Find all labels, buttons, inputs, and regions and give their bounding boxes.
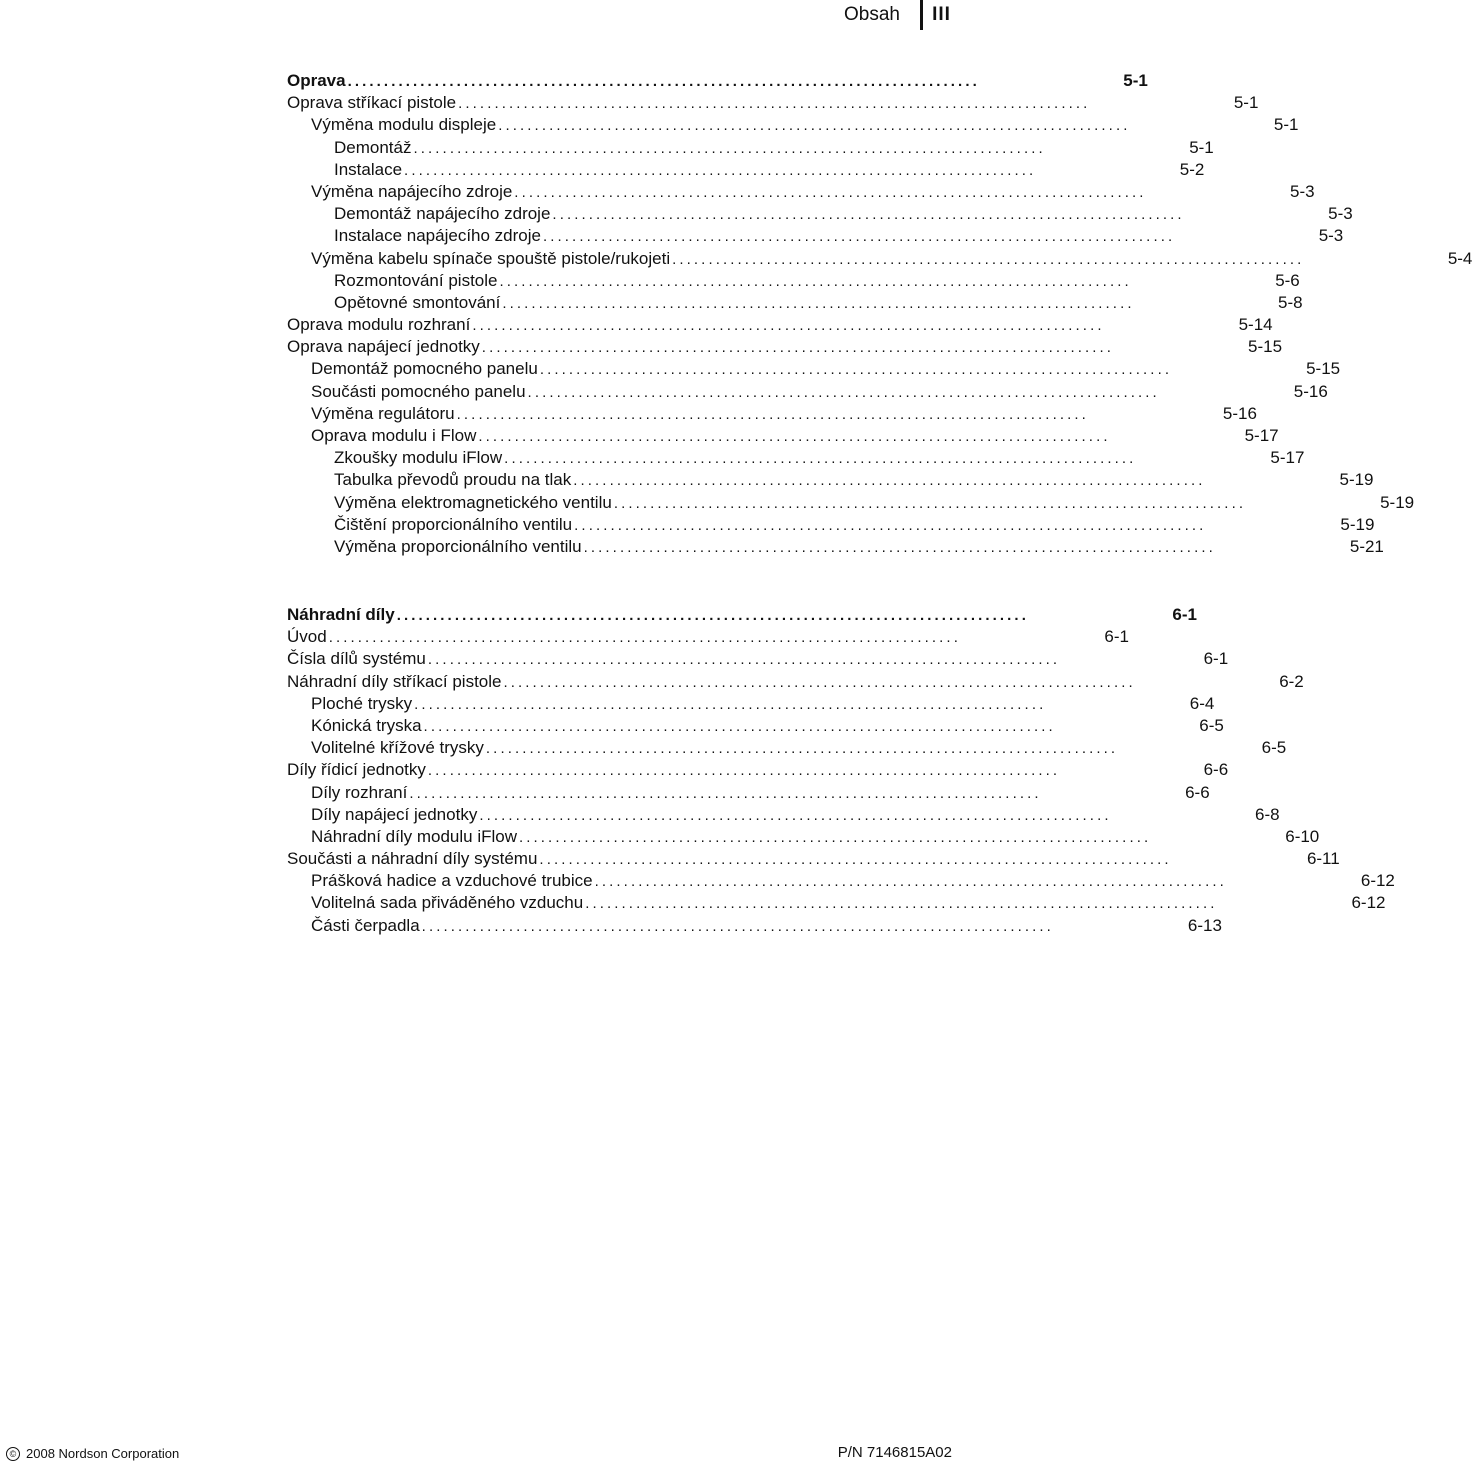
dot-leader: ....................................................................................... xyxy=(499,272,1132,290)
toc-entry[interactable] xyxy=(287,248,1472,270)
toc-entry-page: 6-1 xyxy=(1172,605,1197,624)
toc-entry-label: Výměna proporcionálního ventilu xyxy=(334,536,582,556)
dot-leader: ....................................................................................... xyxy=(427,651,1061,669)
toc-entry-page: 5-19 xyxy=(1380,492,1415,512)
toc-entry-page: 6-11 xyxy=(1306,849,1340,869)
toc-entry-page: 5-3 xyxy=(1290,181,1315,201)
toc-entry-page: 6-10 xyxy=(1285,826,1320,846)
toc-entry-page: 5-3 xyxy=(1328,204,1353,224)
toc-entry[interactable] xyxy=(287,203,1353,225)
toc-entry-page: 6-12 xyxy=(1351,893,1386,913)
toc-entry-label: Oprava modulu i Flow xyxy=(311,426,477,445)
toc-entry-label: Náhradní díly modulu iFlow xyxy=(311,826,517,846)
toc-entry-page: 5-3 xyxy=(1318,226,1344,246)
dot-leader: ....................................................................................... xyxy=(514,183,1147,201)
dot-leader: ....................................................................................... xyxy=(539,851,1172,869)
toc-entry[interactable] xyxy=(287,715,1224,737)
toc-entry[interactable] xyxy=(287,759,1229,781)
dot-leader: ....................................................................................... xyxy=(396,607,1029,624)
dot-leader: ....................................................................................... xyxy=(539,361,1173,379)
toc-entry[interactable] xyxy=(287,604,1197,626)
toc-entry-label: Prášková hadice a vzduchové trubice xyxy=(311,871,593,891)
toc-entry-page: 5-16 xyxy=(1222,403,1257,423)
toc-entry-label: Volitelné křížové trysky xyxy=(311,738,484,758)
toc-entry-label: Zkoušky modulu iFlow xyxy=(334,448,503,468)
toc-entry-page: 6-5 xyxy=(1199,715,1224,735)
dot-leader: ....................................................................................... xyxy=(585,895,1218,913)
dot-leader: ....................................................................................... xyxy=(423,717,1056,735)
toc-entry-label: Výměna regulátoru xyxy=(311,403,455,423)
toc-entry[interactable] xyxy=(287,671,1304,693)
dot-leader: ....................................................................................... xyxy=(456,405,1089,423)
toc-entry-label: Oprava modulu rozhraní xyxy=(287,315,471,335)
toc-entry[interactable] xyxy=(287,114,1299,136)
dot-leader: ....................................................................................... xyxy=(583,538,1216,556)
toc-entry[interactable] xyxy=(287,381,1328,403)
dot-leader: ....................................................................................... xyxy=(527,383,1160,401)
toc-entry[interactable] xyxy=(287,447,1305,469)
dot-leader: ....................................................................................... xyxy=(328,629,961,647)
toc-entry-label: Části čerpadla xyxy=(311,915,420,935)
toc-entry-label: Součásti pomocného panelu xyxy=(311,381,526,401)
toc-entry-label: Rozmontování pistole xyxy=(334,270,498,290)
page-number-roman: III xyxy=(920,0,960,30)
toc-entry[interactable] xyxy=(287,270,1300,292)
toc-entry-label: Opětovné smontování xyxy=(334,292,501,312)
part-number: P/N 7146815A02 xyxy=(837,1444,952,1461)
toc-entry[interactable] xyxy=(287,737,1287,759)
dot-leader: ....................................................................................... xyxy=(478,428,1111,445)
dot-leader: ....................................................................................... xyxy=(409,784,1042,802)
toc-entry[interactable] xyxy=(287,403,1257,425)
toc-entry[interactable] xyxy=(287,469,1374,491)
toc-entry[interactable] xyxy=(287,181,1315,203)
toc-entry-page: 5-17 xyxy=(1244,426,1279,445)
dot-leader: ....................................................................................... xyxy=(498,117,1131,135)
toc-entry-page: 5-1 xyxy=(1123,71,1148,90)
toc-entry[interactable] xyxy=(287,804,1280,826)
copyright-text: 2008 Nordson Corporation xyxy=(26,1446,180,1461)
dot-leader: ....................................................................................... xyxy=(414,695,1047,713)
toc-entry-page: 6-4 xyxy=(1189,693,1215,713)
toc-entry-page: 6-12 xyxy=(1360,871,1395,891)
toc-entry-label: Instalace napájecího zdroje xyxy=(334,226,541,246)
dot-leader: ....................................................................................... xyxy=(479,806,1112,824)
toc-entry-label: Výměna elektromagnetického ventilu xyxy=(334,492,612,512)
toc-entry[interactable] xyxy=(287,648,1229,670)
toc-entry-label: Výměna kabelu spínače spouště pistole/rukojeti xyxy=(311,248,671,268)
toc-entry[interactable] xyxy=(287,826,1320,848)
dot-leader: ....................................................................................... xyxy=(594,873,1227,891)
dot-leader: ....................................................................................... xyxy=(413,139,1046,157)
toc-entry-label: Oprava napájecí jednotky xyxy=(287,337,480,357)
toc-entry-label: Tabulka převodů proudu na tlak xyxy=(334,470,572,490)
toc-entry-page: 5-21 xyxy=(1349,536,1384,556)
header-title: Obsah xyxy=(844,4,900,25)
toc-section xyxy=(287,70,1472,558)
dot-leader: ....................................................................................... xyxy=(574,516,1207,534)
toc-entry-page: 5-14 xyxy=(1238,315,1273,335)
toc-entry-page: 5-1 xyxy=(1273,115,1299,135)
dot-leader: ....................................................................................... xyxy=(672,250,1305,268)
toc-entry-page: 5-8 xyxy=(1278,292,1303,312)
toc-entry[interactable] xyxy=(287,514,1375,536)
toc-entry-page: 5-15 xyxy=(1306,359,1341,379)
dot-leader: ....................................................................................... xyxy=(347,73,980,90)
toc-entry-page: 5-4 xyxy=(1447,248,1472,268)
toc-entry[interactable] xyxy=(287,292,1303,314)
toc-entry-label: Díly rozhraní xyxy=(311,782,408,802)
toc-entry[interactable] xyxy=(287,92,1259,114)
toc-entry-label: Čísla dílů systému xyxy=(287,649,426,669)
toc-entry-page: 5-16 xyxy=(1293,381,1328,401)
toc-entry-page: 5-19 xyxy=(1339,470,1374,490)
toc-entry-page: 6-6 xyxy=(1185,782,1210,802)
toc-entry-label: Díly napájecí jednotky xyxy=(311,804,478,824)
toc-entry-page: 5-6 xyxy=(1275,270,1300,290)
copyright-icon: © xyxy=(6,1447,20,1461)
dot-leader: ....................................................................................... xyxy=(458,95,1091,113)
dot-leader: ....................................................................................... xyxy=(503,673,1136,691)
footer-copyright xyxy=(6,1446,179,1461)
toc-entry-label: Výměna modulu displeje xyxy=(311,115,497,135)
dot-leader: ....................................................................................... xyxy=(573,472,1206,490)
toc-entry[interactable] xyxy=(287,626,1129,648)
dot-leader: ....................................................................................... xyxy=(518,828,1152,846)
dot-leader: ....................................................................................... xyxy=(427,762,1061,780)
toc-entry-page: 6-2 xyxy=(1279,671,1304,691)
toc-entry-label: Výměna napájecího zdroje xyxy=(311,181,513,201)
toc-entry-page: 5-17 xyxy=(1270,448,1305,468)
dot-leader: ....................................................................................... xyxy=(552,206,1185,224)
dot-leader: ....................................................................................... xyxy=(504,450,1137,468)
toc-entry[interactable] xyxy=(287,492,1415,514)
toc-entry[interactable] xyxy=(287,693,1215,715)
toc-entry-label: Náhradní díly stříkací pistole xyxy=(287,671,502,691)
dot-leader: ....................................................................................... xyxy=(472,317,1105,335)
toc-entry-page: 5-2 xyxy=(1179,159,1205,179)
dot-leader: ....................................................................................... xyxy=(404,161,1037,179)
toc-entry-label: Demontáž pomocného panelu xyxy=(311,359,538,379)
toc-entry-label: Oprava stříkací pistole xyxy=(287,93,457,113)
toc-entry-page: 6-6 xyxy=(1203,760,1229,780)
toc-entry-label: Náhradní díly xyxy=(287,605,395,624)
toc-entry[interactable] xyxy=(287,70,1148,92)
toc-entry[interactable] xyxy=(287,892,1386,914)
toc-entry-page: 6-1 xyxy=(1104,627,1129,647)
toc-entry-label: Demontáž xyxy=(334,137,412,157)
toc-entry-label: Oprava xyxy=(287,71,346,90)
toc-entry-page: 5-15 xyxy=(1248,337,1283,357)
dot-leader: ....................................................................................... xyxy=(481,339,1115,357)
toc-entry-label: Volitelná sada přiváděného vzduchu xyxy=(311,893,584,913)
toc-entry-label: Demontáž napájecího zdroje xyxy=(334,204,551,224)
toc-entry-page: 5-1 xyxy=(1189,137,1214,157)
toc-entry[interactable] xyxy=(287,915,1222,937)
toc-entry-page: 5-1 xyxy=(1233,93,1259,113)
dot-leader: ....................................................................................... xyxy=(502,294,1135,312)
toc-entry-label: Čištění proporcionálního ventilu xyxy=(334,514,573,534)
toc-entry[interactable] xyxy=(287,848,1340,870)
dot-leader: ....................................................................................... xyxy=(542,228,1176,246)
toc-entry[interactable] xyxy=(287,425,1279,447)
toc-entry-page: 5-19 xyxy=(1340,514,1375,534)
toc-entry-label: Instalace xyxy=(334,159,403,179)
toc-entry[interactable] xyxy=(287,358,1341,380)
toc-entry[interactable] xyxy=(287,782,1210,804)
toc-entry-page: 6-5 xyxy=(1261,738,1287,758)
toc-entry[interactable] xyxy=(287,225,1344,247)
dot-leader: ....................................................................................... xyxy=(421,917,1054,935)
toc-entry-label: Díly řídicí jednotky xyxy=(287,760,426,780)
toc-entry-label: Kónická tryska xyxy=(311,715,422,735)
toc-entry-label: Úvod xyxy=(287,627,327,647)
toc-entry[interactable] xyxy=(287,314,1273,336)
toc-entry-page: 6-1 xyxy=(1203,649,1229,669)
toc-entry-page: 6-8 xyxy=(1255,804,1280,824)
page-footer xyxy=(0,1444,960,1464)
dot-leader: ....................................................................................... xyxy=(613,494,1247,512)
toc-entry-label: Ploché trysky xyxy=(311,693,413,713)
toc-entry-page: 6-13 xyxy=(1187,915,1222,935)
toc-entry[interactable] xyxy=(287,159,1205,181)
page-header xyxy=(844,0,960,30)
toc-entry[interactable] xyxy=(287,137,1214,159)
dot-leader: ....................................................................................... xyxy=(485,740,1119,758)
toc-section xyxy=(287,604,1395,937)
toc-entry[interactable] xyxy=(287,536,1384,558)
toc-entry[interactable] xyxy=(287,336,1283,358)
toc-entry-label: Součásti a náhradní díly systému xyxy=(287,849,538,869)
toc-entry[interactable] xyxy=(287,870,1395,892)
